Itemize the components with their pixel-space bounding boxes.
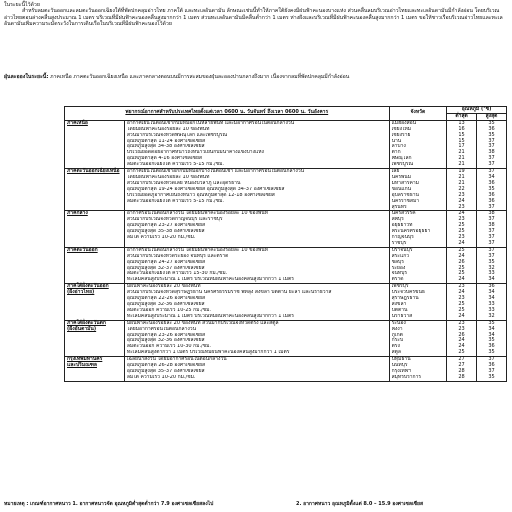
max-temp-value: 35 <box>488 349 495 356</box>
table-row <box>65 320 507 356</box>
max-temp-value: 37 <box>488 234 495 241</box>
min-temp-value: 24 <box>458 197 465 204</box>
province-name: ขอนแก่น <box>391 186 412 192</box>
description-line: ทะเลมีคลื่นสูงประมาณ 1 เมตร บริเวณที่มีฝนฟ้าคะนองคลื่นสูงมากกว่า 1 เมตร <box>126 277 294 283</box>
province-cell <box>389 120 447 168</box>
province-name: สุราษฎร์ธานี <box>391 296 419 302</box>
province-name: ระนอง <box>391 320 406 326</box>
min-temp-value: 16 <box>458 125 465 132</box>
region-name: ภาคตะวันออก <box>67 246 98 253</box>
min-temp-value: 19 <box>458 168 465 175</box>
province-name: สมุทรปราการ <box>391 374 422 380</box>
min-temp-value: 24 <box>458 252 465 259</box>
province-name: สงขลา <box>391 302 407 307</box>
min-temp-value: 23 <box>458 203 465 210</box>
description-line: อุณหภูมิสูงสุด 32-36 องศาเซลเซียส <box>126 338 205 344</box>
description-line: ส่วนมากบริเวณจังหวัดสุราษฎร์ธานี นครศรีธรรมราช พัทลุง สงขลา ปัตตานี ยะลา และนราธิวาส <box>126 290 332 296</box>
max-temp-value: 37 <box>488 228 495 235</box>
description-line: มีฝนฟ้าคะนองร้อยละ 20 ของพื้นที่ <box>126 284 201 290</box>
table-body <box>65 120 507 381</box>
region-name: ภาคใต้ฝั่งตะวันออก <box>67 283 109 290</box>
province-cell <box>389 211 447 247</box>
province-cell <box>389 284 447 320</box>
min-temp-cell <box>447 320 477 356</box>
max-temp-value: 36 <box>488 362 495 369</box>
description-cell <box>124 284 389 320</box>
description-line: อุณหภูมิสูงสุด 34-38 องศาเซลเซียส <box>126 144 205 150</box>
province-name: ตราด <box>391 277 404 283</box>
description-line: อุณหภูมิสูงสุด 35-38 องศาเซลเซียส <box>126 229 205 235</box>
description-line: ส่วนมากบริเวณจังหวัดระยอง จันทบุรี และตราด <box>126 253 229 259</box>
min-temp-value: 24 <box>458 343 465 350</box>
footer-label: หมายเหตุ : เกณฑ์อากาศหนาว <box>4 501 71 507</box>
description-cell <box>124 211 389 247</box>
region-cell <box>65 169 125 211</box>
province-name: เลย <box>391 169 400 175</box>
max-temp-value: 37 <box>488 367 495 374</box>
description-line: อุณหภูมิต่ำสุด 23-26 องศาเซลเซียส <box>126 332 206 338</box>
region-name: ภาคตะวันออกเฉียงเหนือ <box>67 168 120 175</box>
min-temp-value: 25 <box>458 301 465 307</box>
table-header-row <box>65 107 507 114</box>
province-name: ราชบุรี <box>391 240 407 246</box>
province-name: ตรัง <box>391 344 400 350</box>
min-temp-value: 22 <box>458 185 465 192</box>
max-temp-value: 38 <box>488 210 495 217</box>
min-temp-cell <box>447 247 477 283</box>
table-row <box>65 211 507 247</box>
province-name: น่าน <box>391 138 402 144</box>
max-temp-value: 34 <box>488 289 495 296</box>
description-line: ลมใต้ ความเร็ว 10-20 กม./ชม. <box>126 374 196 380</box>
province-name: แม่ฮ่องสอน <box>391 120 417 126</box>
province-name: นครพนม <box>391 174 412 180</box>
footer-item-1: 1. อากาศหนาวจัด อุณหภูมิต่ำสุดต่ำกว่า 7.9 องศาเซลเซียสลงไป <box>72 501 214 507</box>
province-name: สระแก้ว <box>391 253 410 259</box>
table-row <box>65 247 507 283</box>
max-temp-value: 35 <box>488 337 495 344</box>
region-name: และปริมณฑล <box>67 362 97 369</box>
province-name: ปัตตานี <box>391 307 408 313</box>
description-cell <box>124 357 389 382</box>
table-row <box>65 169 507 211</box>
region-cell <box>65 247 125 283</box>
description-line: บริเวณยอดดอยอากาศหนาวถึงหนาวเย็นกับมีน้ำค้างแข็งบางแห่ง <box>126 150 265 156</box>
description-line: ส่วนมากบริเวณจังหวัดเลย หนองบัวลำภู และอุดรธานี <box>126 180 241 186</box>
min-header: ต่ำสุด <box>447 113 477 120</box>
table-row <box>65 284 507 320</box>
max-temp-value: 36 <box>488 283 495 290</box>
region-cell <box>65 357 125 382</box>
max-temp-value: 37 <box>488 161 495 168</box>
min-temp-value: 21 <box>458 179 465 186</box>
region-name: ภาคใต้ฝั่งตะวันตก <box>67 319 106 326</box>
forecast-header: พยากรณ์อากาศสำหรับประเทศไทยตั้งแต่เวลา 0600 น. วันจันทร์ ถึงเวลา 0600 น. วันอังคาร <box>65 107 390 121</box>
description-line: อุณหภูมิต่ำสุด 19-24 องศาเซลเซียส อุณหภูมิสูงสุด 34-37 องศาเซลเซียส <box>126 186 285 192</box>
min-temp-value: 15 <box>458 131 465 138</box>
min-temp-value: 13 <box>458 119 465 126</box>
description-line: ลมตะวันออกเฉียงใต้ ความเร็ว 5-15 กม./ชม. <box>126 198 225 204</box>
region-name: กรุงเทพมหานคร <box>67 356 103 363</box>
region-name: (ฝั่งอ่าวไทย) <box>67 289 95 296</box>
max-temp-value: 36 <box>488 179 495 186</box>
max-temp-value: 33 <box>488 306 495 313</box>
region-name: ภาคกลาง <box>67 210 88 217</box>
description-line: เฉลยน่าสงวน โดยมีอากาศร้อนในตอนกลางวัน <box>126 357 227 363</box>
min-temp-value: 28 <box>458 373 465 380</box>
max-temp-value: 37 <box>488 155 495 162</box>
intro-section <box>4 2 508 28</box>
max-temp-value: 37 <box>488 239 495 246</box>
max-temp-value: 38 <box>488 149 495 156</box>
description-line: โดยมีฝนฟ้าคะนองร้อยละ 10 ของพื้นที่ <box>126 174 210 180</box>
table-row <box>65 357 507 382</box>
region-name: (ฝั่งอันดามัน) <box>67 325 97 332</box>
province-name: ปทุมธานี <box>391 357 411 363</box>
province-name: เพชรบูรณ์ <box>391 162 414 168</box>
min-temp-value: 21 <box>458 173 465 180</box>
province-name: ระยอง <box>391 265 406 271</box>
description-line: อุณหภูมิต่ำสุด 4-16 องศาเซลเซียส <box>126 156 202 162</box>
min-temp-value: 23 <box>458 234 465 241</box>
province-name: ลำปาง <box>391 144 406 150</box>
province-name: เชียงราย <box>391 132 411 138</box>
min-temp-value: 26 <box>458 331 465 338</box>
min-temp-value: 21 <box>458 161 465 168</box>
description-line: โดยมีอากาศร้อนในตอนกลางวัน <box>126 326 197 332</box>
max-temp-value: 36 <box>488 343 495 350</box>
max-temp-value: 36 <box>488 125 495 132</box>
min-temp-value: 28 <box>458 367 465 374</box>
min-temp-value: 15 <box>458 137 465 144</box>
max-temp-value: 37 <box>488 216 495 223</box>
max-temp-value: 36 <box>488 197 495 204</box>
temperature-header: อุณหภูมิ (°ซ) <box>447 107 507 114</box>
min-temp-value: 25 <box>458 270 465 277</box>
region-name: ภาคเหนือ <box>67 119 88 126</box>
min-temp-value: 26 <box>458 258 465 265</box>
description-line: บริเวณยอดภูอากาศเย็นถึงหนาว อุณหภูมิต่ำสุด 12-18 องศาเซลเซียส <box>126 192 275 198</box>
max-temp-value: 34 <box>488 173 495 180</box>
max-temp-value: 32 <box>488 312 495 319</box>
province-name: กระบี่ <box>391 338 404 344</box>
region-cell <box>65 320 125 356</box>
description-line: อากาศร้อนในตอนกลางวัน โดยมีฝนฟ้าคะนองร้อยละ 10 ของพื้นที่ <box>126 211 268 217</box>
description-line: อุณหภูมิสูงสุด 32-36 องศาเซลเซียส <box>126 302 205 307</box>
min-temp-value: 25 <box>458 222 465 229</box>
province-name: พระนครศรีอยุธยา <box>391 229 431 235</box>
min-temp-cell <box>447 120 477 168</box>
description-line: ลมตะวันออก ความเร็ว 10-25 กม./ชม. <box>126 307 212 313</box>
intro-paragraph: สำหรับลมตะวันออกและลมตะวันออกเฉียงใต้ที่พัดปกคลุมอ่าวไทย ภาคใต้ และทะเลอันดามัน ลักษณะเช่นนี้ทำให้ภาคใต้ยังคงมีฝนฟ้าคะนองบางแห่ง ส่วนคลื่นลมบริเวณอ่าวไทยและทะเลอันดามันมีกำลังอ่อน โดยบริเวณอ่าวไทยตอนล่างคลื่นสูงประมาณ 1 เมตร บริเวณที่มีฝนฟ้าคะนองคลื่นสูงมากกว่า 1 เมตร ส่วนทะเลอันดามันมีคลื่นต่ำกว่า 1 เมตร ห่างฝั่งและบริเวณที่มีฝนฟ้าคะนองคลื่นสูงมากกว่า 1 เมตร ขอให้ชาวเรือบริเวณอ่าวไทยและทะเลอันดามันเพิ่มความระมัดระวังในการเดินเรือในบริเวณที่มีฝนฟ้าคะนองไว้ด้วย <box>4 8 503 28</box>
max-header: สูงสุด <box>477 113 507 120</box>
max-temp-cell <box>477 169 507 211</box>
province-header: จังหวัด <box>389 107 447 121</box>
description-line: ส่วนมากบริเวณจังหวัดพิษณุโลก และเพชรบูรณ์ <box>126 132 228 138</box>
footer-note <box>4 501 508 507</box>
description-line: ลมตะวันออกเฉียงใต้ ความเร็ว 5-15 กม./ชม. <box>126 162 225 168</box>
haze-label: ฝุ่นละอองในระยะนี้: <box>4 74 49 80</box>
footer-item-2: 2. อากาศหนาว อุณหภูมิตั้งแต่ 8.0 – 15.9 องศาเซลเซียส <box>296 501 424 507</box>
max-temp-value: 38 <box>488 222 495 229</box>
description-cell <box>124 169 389 211</box>
min-temp-value: 24 <box>458 276 465 283</box>
min-temp-value: 21 <box>458 155 465 162</box>
description-line: อุณหภูมิสูงสุด 35-37 องศาเซลเซียส <box>126 368 205 374</box>
min-temp-value: 25 <box>458 246 465 253</box>
min-temp-value: 24 <box>458 289 465 296</box>
province-name: สตูล <box>391 350 401 356</box>
description-cell <box>124 120 389 168</box>
max-temp-cell <box>477 211 507 247</box>
province-name: ปราจีนบุรี <box>391 247 413 253</box>
province-name: ภูเก็ต <box>391 332 403 338</box>
max-temp-value: 37 <box>488 246 495 253</box>
description-line: อุณหภูมิต่ำสุด 24-27 องศาเซลเซียส <box>126 259 206 265</box>
table-row <box>65 120 507 168</box>
description-cell <box>124 247 389 283</box>
region-cell <box>65 120 125 168</box>
max-temp-cell <box>477 357 507 382</box>
province-name: กรุงเทพฯ <box>391 368 411 374</box>
description-line: อากาศเย็นในตอนเช้าอีกกับมีหมอกบางในตอนเช้า และมีอากาศร้อนในตอนกลางวัน <box>126 169 305 175</box>
haze-section <box>4 74 508 80</box>
province-name: พังงา <box>391 326 403 332</box>
min-temp-value: 25 <box>458 306 465 313</box>
min-temp-value: 24 <box>458 312 465 319</box>
max-temp-value: 37 <box>488 137 495 144</box>
description-line: อากาศร้อนในตอนกลางวัน โดยมีฝนฟ้าคะนองร้อยละ 10 ของพื้นที่ <box>126 247 268 253</box>
description-cell <box>124 320 389 356</box>
min-temp-value: 25 <box>458 349 465 356</box>
min-temp-cell <box>447 284 477 320</box>
province-name: มหาสารคาม <box>391 180 419 186</box>
min-temp-value: 27 <box>458 362 465 369</box>
max-temp-value: 34 <box>488 325 495 332</box>
min-temp-value: 21 <box>458 149 465 156</box>
max-temp-value: 35 <box>488 258 495 265</box>
max-temp-value: 37 <box>488 168 495 175</box>
max-temp-cell <box>477 120 507 168</box>
description-line: ลมตะวันออก ความเร็ว 10-30 กม./ชม. <box>126 344 212 350</box>
province-name: อยุธยาวิท <box>391 223 413 229</box>
max-temp-cell <box>477 320 507 356</box>
province-name: ลพบุรี <box>391 217 404 223</box>
min-temp-value: 23 <box>458 216 465 223</box>
max-temp-value: 37 <box>488 252 495 259</box>
max-temp-value: 35 <box>488 319 495 326</box>
min-temp-value: 23 <box>458 191 465 198</box>
min-temp-value: 24 <box>458 210 465 217</box>
province-name: เชียงใหม่ <box>391 126 412 132</box>
min-temp-value: 23 <box>458 325 465 332</box>
forecast-table <box>64 106 507 382</box>
province-name: นครราชสีมา <box>391 198 420 204</box>
min-temp-value: 23 <box>458 295 465 302</box>
max-temp-value: 36 <box>488 191 495 198</box>
description-line: ส่วนมากบริเวณจังหวัดกาญจนบุรี และราชบุรี <box>126 217 223 223</box>
province-cell <box>389 247 447 283</box>
description-line: อุณหภูมิต่ำสุด 23-27 องศาเซลเซียส <box>126 223 206 229</box>
description-line: ทะเลมีคลื่นสูงประมาณ 1 เมตร บริเวณที่มีฝนฟ้าคะนองคลื่นสูงมากกว่า 1 เมตร <box>126 313 294 319</box>
min-temp-cell <box>447 169 477 211</box>
max-temp-value: 33 <box>488 270 495 277</box>
max-temp-value: 34 <box>488 331 495 338</box>
max-temp-value: 35 <box>488 373 495 380</box>
region-cell <box>65 211 125 247</box>
max-temp-value: 32 <box>488 264 495 271</box>
province-name: นราธิวาส <box>391 313 413 319</box>
province-name: จันทบุรี <box>391 271 408 277</box>
province-cell <box>389 169 447 211</box>
province-name: สุรินทร์ <box>391 204 407 210</box>
province-name: ชลบุรี <box>391 259 404 265</box>
province-name: พิษณุโลก <box>391 156 412 162</box>
description-line: อุณหภูมิต่ำสุด 26-28 องศาเซลเซียส <box>126 363 206 369</box>
description-line: มีฝนฟ้าคะนองร้อยละ 20 ของพื้นที่ ส่วนมากบริเวณจังหวัดตรัง และสตูล <box>126 320 279 326</box>
province-name: อุบลราชธานี <box>391 192 419 198</box>
min-temp-value: 23 <box>458 283 465 290</box>
max-temp-value: 35 <box>488 185 495 192</box>
province-name: นนทบุรี <box>391 363 408 369</box>
max-temp-value: 34 <box>488 295 495 302</box>
province-cell <box>389 320 447 356</box>
province-cell <box>389 357 447 382</box>
max-temp-value: 33 <box>488 301 495 307</box>
min-temp-value: 25 <box>458 264 465 271</box>
max-temp-value: 37 <box>488 203 495 210</box>
description-line: อุณหภูมิต่ำสุด 11-24 องศาเซลเซียส <box>126 138 206 144</box>
description-line: โดยมีฝนฟ้าคะนองร้อยละ 10 ของพื้นที่ <box>126 126 210 132</box>
max-temp-value: 35 <box>488 131 495 138</box>
province-name: กาญจนบุรี <box>391 235 414 241</box>
description-line: ทะเลมีคลื่นสูงต่ำกว่า 1 เมตร บริเวณที่มีฝนฟ้าคะนองคลื่นสูงมากกว่า 1 เมตร <box>126 350 290 356</box>
max-temp-value: 37 <box>488 143 495 150</box>
min-temp-value: 24 <box>458 239 465 246</box>
region-cell <box>65 284 125 320</box>
description-line: อุณหภูมิต่ำสุด 22-26 องศาเซลเซียส <box>126 296 206 302</box>
province-name: ตาก <box>391 150 401 156</box>
max-temp-cell <box>477 284 507 320</box>
max-temp-cell <box>477 247 507 283</box>
min-temp-value: 24 <box>458 337 465 344</box>
province-name: เพชรบุรี <box>391 284 409 290</box>
max-temp-value: 35 <box>488 119 495 126</box>
min-temp-value: 25 <box>458 228 465 235</box>
max-temp-value: 34 <box>488 276 495 283</box>
province-name: ประจวบคีรีขันธ์ <box>391 290 425 296</box>
min-temp-cell <box>447 357 477 382</box>
min-temp-value: 27 <box>458 356 465 363</box>
max-temp-value: 37 <box>488 356 495 363</box>
description-line: อุณหภูมิสูงสุด 32-37 องศาเซลเซียส <box>126 265 205 271</box>
min-temp-cell <box>447 211 477 247</box>
min-temp-value: 17 <box>458 143 465 150</box>
min-temp-value: 23 <box>458 319 465 326</box>
haze-text: ภาคเหนือ ภาคตะวันออกเฉียงเหนือ และภาคกลางตอนบนมีการสะสมของฝุ่นละอองปานกลางถึงมาก เนื่องจากลมที่พัดปกคลุมมีกำลังอ่อน <box>50 74 350 80</box>
description-line: อากาศเย็นในตอนเช้ากับมีหมอกในหลายพื้นที่ และมีอากาศร้อนในตอนกลางวัน <box>126 120 295 126</box>
intro-line: ในระยะนี้ไว้ด้วย <box>4 2 40 8</box>
province-name: นครสวรรค์ <box>391 211 416 217</box>
description-line: ลมใต้ ความเร็ว 10-20 กม./ชม. <box>126 235 196 241</box>
description-line: ลมตะวันออกเฉียงใต้ ความเร็ว 15-30 กม./ชม. <box>126 271 228 277</box>
